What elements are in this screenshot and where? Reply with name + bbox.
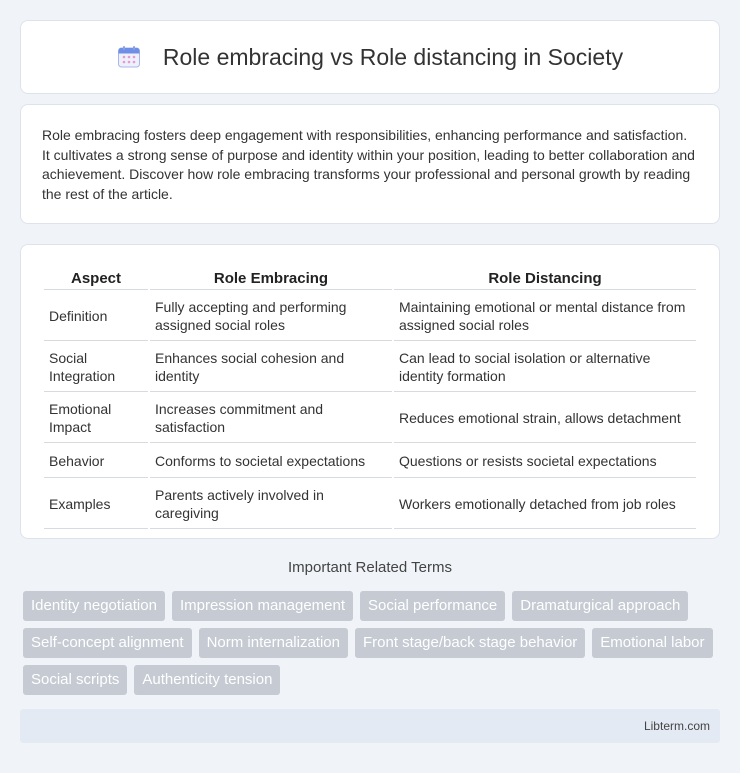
row-role-embracing: Fully accepting and performing assigned social roles xyxy=(150,292,392,341)
term-tag[interactable]: Social scripts xyxy=(23,665,127,695)
page-title: Role embracing vs Role distancing in Society xyxy=(162,43,624,70)
term-tag[interactable]: Impression management xyxy=(172,591,353,621)
row-role-distancing: Workers emotionally detached from job roles xyxy=(394,480,696,529)
row-aspect: Definition xyxy=(44,292,148,341)
term-tag[interactable]: Norm internalization xyxy=(199,628,348,658)
row-role-distancing: Reduces emotional strain, allows detachment xyxy=(394,394,696,443)
term-tag[interactable]: Front stage/back stage behavior xyxy=(355,628,585,658)
row-aspect: Emotional Impact xyxy=(44,394,148,443)
row-role-embracing: Conforms to societal expectations xyxy=(150,445,392,478)
term-tag[interactable]: Emotional labor xyxy=(592,628,712,658)
row-role-distancing: Can lead to social isolation or alternative identity formation xyxy=(394,343,696,392)
header-role-distancing: Role Distancing xyxy=(394,267,696,290)
row-role-embracing: Parents actively involved in caregiving xyxy=(150,480,392,529)
row-aspect: Social Integration xyxy=(44,343,148,392)
calendar-icon xyxy=(117,45,141,69)
table-row xyxy=(44,394,696,443)
row-role-distancing: Questions or resists societal expectations xyxy=(394,445,696,478)
table-row xyxy=(44,292,696,341)
comparison-table xyxy=(42,265,698,531)
intro-card xyxy=(20,104,720,224)
header-aspect: Aspect xyxy=(44,267,148,290)
term-tag[interactable]: Self-concept alignment xyxy=(23,628,192,658)
term-tag[interactable]: Dramaturgical approach xyxy=(512,591,688,621)
footer-site-link[interactable]: Libterm.com xyxy=(643,719,710,733)
term-tag[interactable]: Authenticity tension xyxy=(134,665,280,695)
term-tag[interactable]: Social performance xyxy=(360,591,505,621)
row-role-embracing: Increases commitment and satisfaction xyxy=(150,394,392,443)
header-role-embracing: Role Embracing xyxy=(150,267,392,290)
footer xyxy=(20,709,720,743)
row-aspect: Examples xyxy=(44,480,148,529)
term-tag[interactable]: Identity negotiation xyxy=(23,591,165,621)
table-row xyxy=(44,480,696,529)
title-card xyxy=(20,20,720,94)
row-role-embracing: Enhances social cohesion and identity xyxy=(150,343,392,392)
table-row xyxy=(44,445,696,478)
table-header-row xyxy=(44,267,696,290)
related-terms-title: Important Related Terms xyxy=(288,559,452,576)
row-aspect: Behavior xyxy=(44,445,148,478)
row-role-distancing: Maintaining emotional or mental distance from assigned social roles xyxy=(394,292,696,341)
table-row xyxy=(44,343,696,392)
intro-text: Role embracing fosters deep engagement with responsibilities, enhancing performance and satisfaction. It cultivates a strong sense of purpose and identity within your position, leading to better collaboration and achievement. Discover how role embracing transforms your professional and personal growth by reading the rest of the article. xyxy=(42,127,695,202)
comparison-card xyxy=(20,244,720,539)
related-terms-list xyxy=(23,591,723,695)
